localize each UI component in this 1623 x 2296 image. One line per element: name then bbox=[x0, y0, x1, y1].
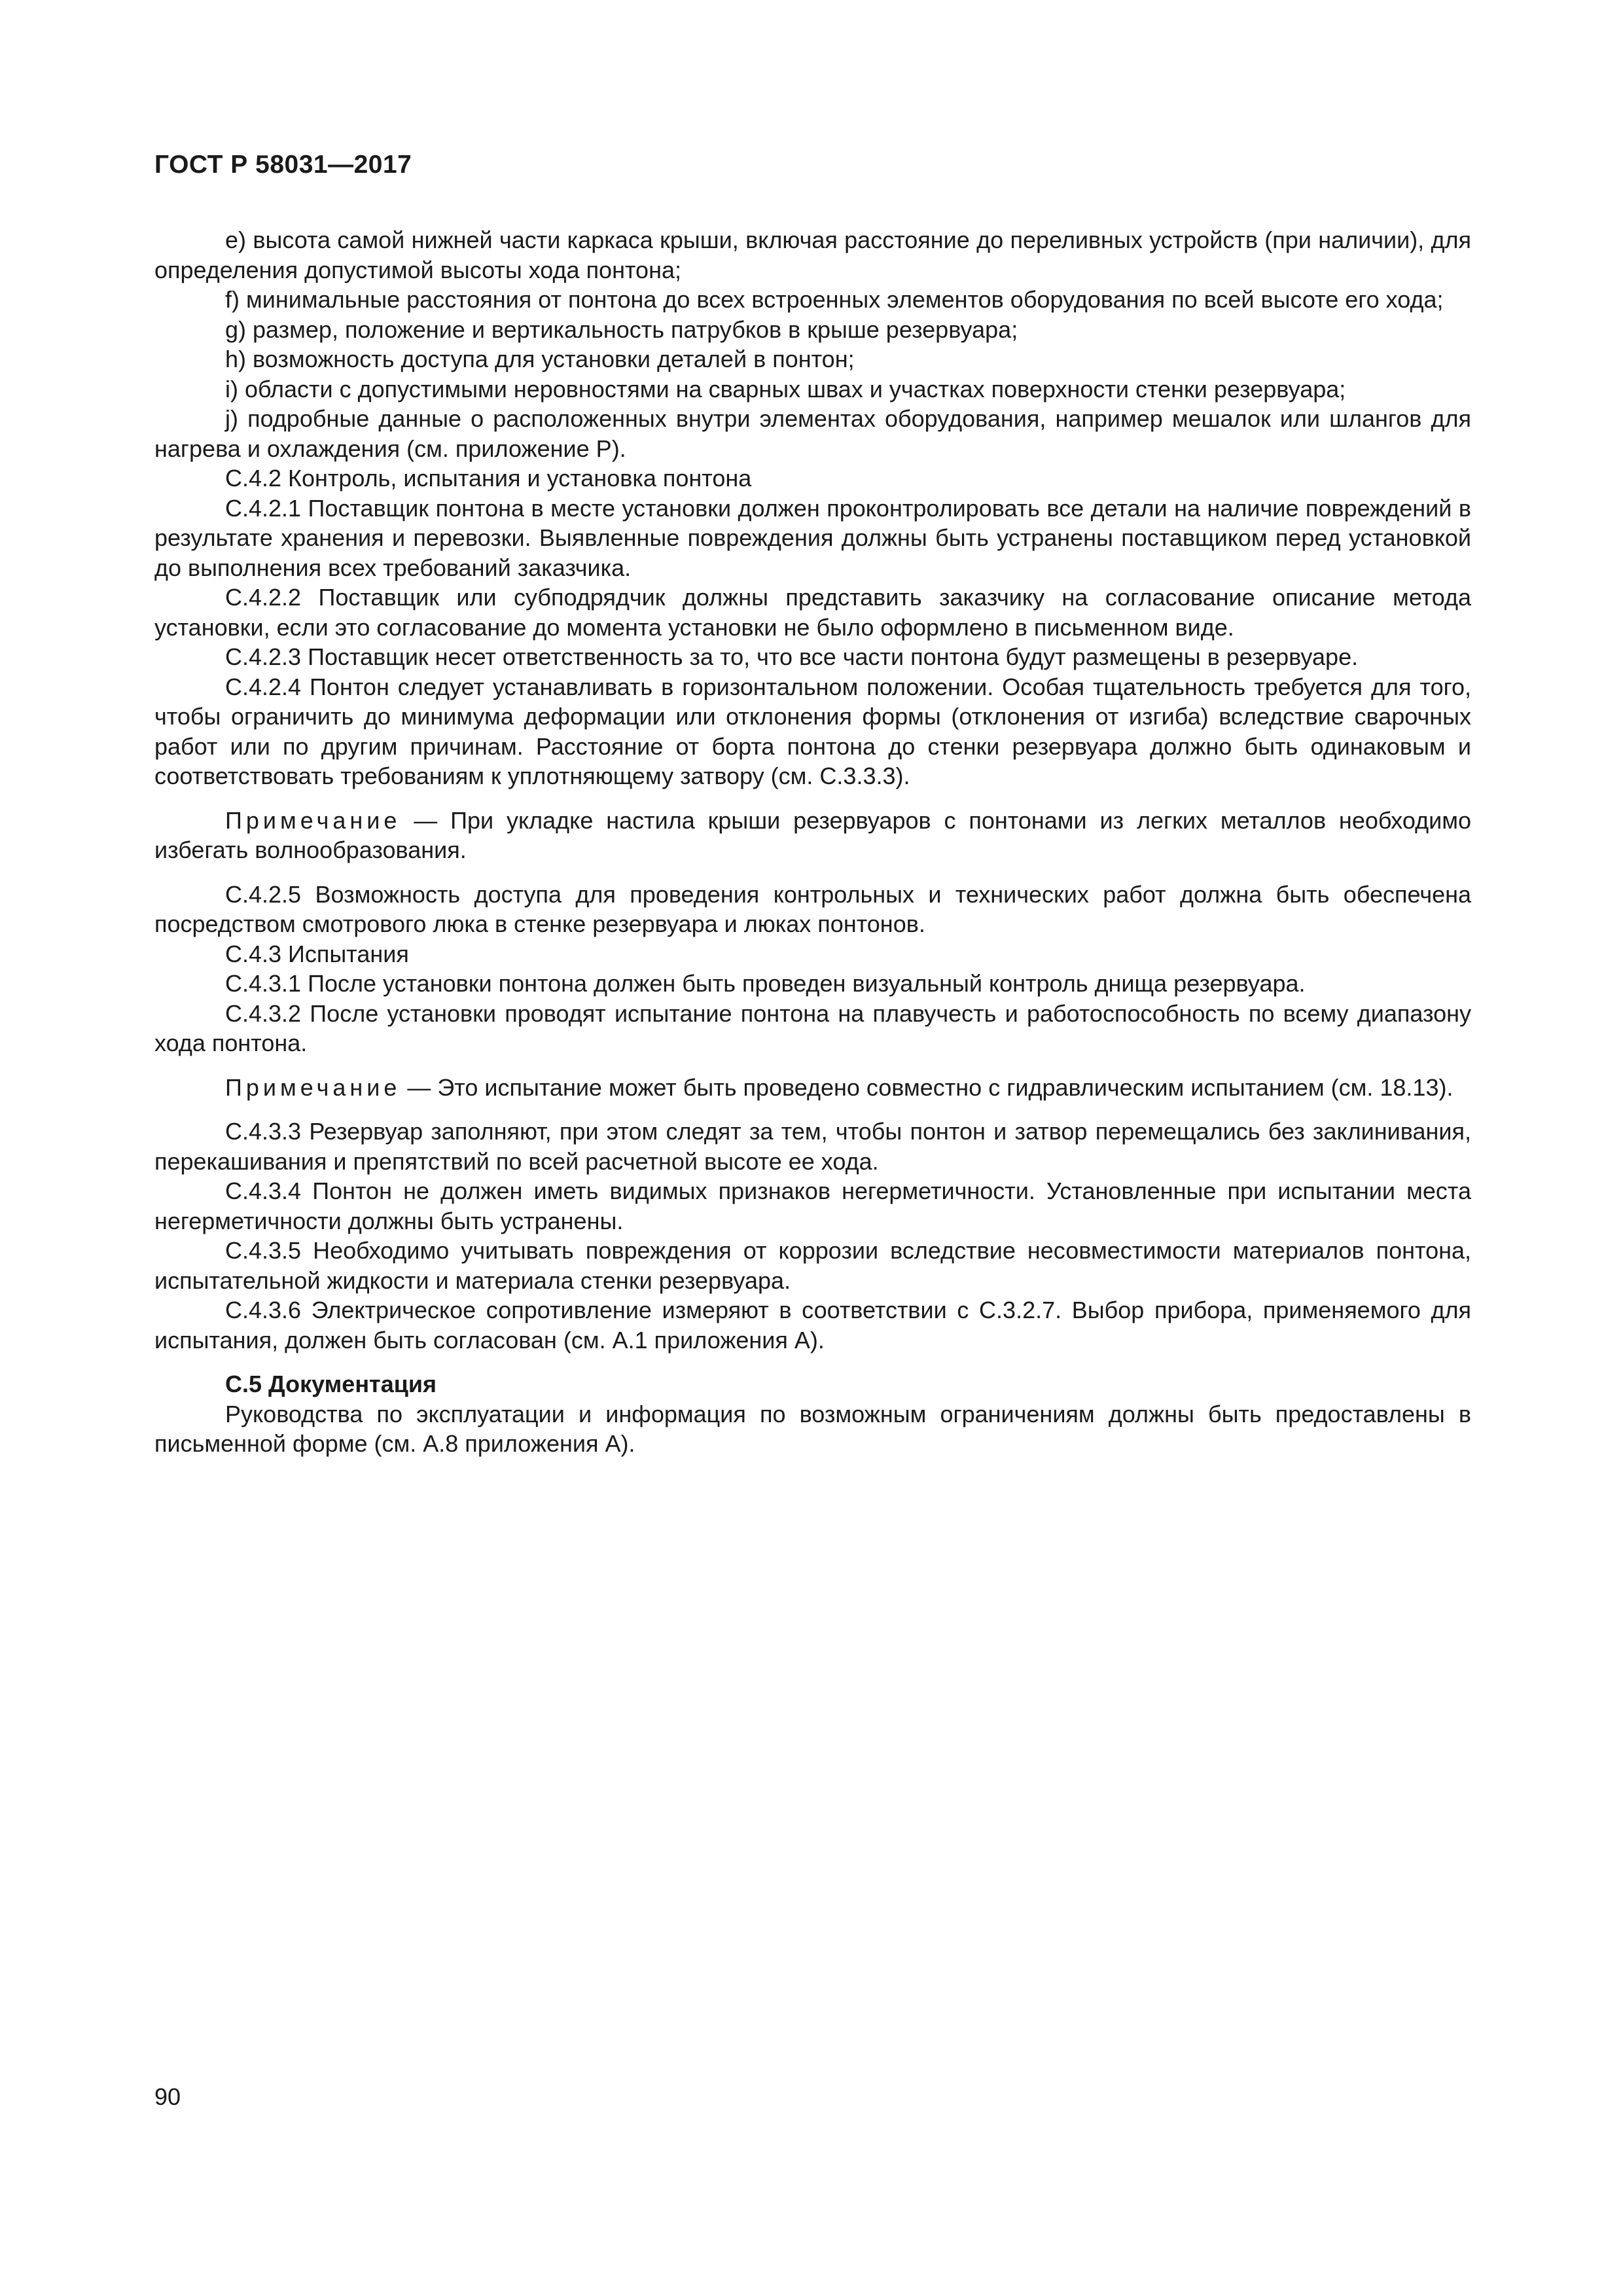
section-c-4-2-title: С.4.2 Контроль, испытания и установка понтона bbox=[225, 465, 752, 492]
clause-c-4-3-3: С.4.3.3 Резервуар заполняют, при этом следят за тем, чтобы понтон и затвор перемещались без заклинивания, перекашивания и препятствий по всей расчетной высоте ее хода. bbox=[154, 1118, 1471, 1175]
clause-c-4-2-1: С.4.2.1 Поставщик понтона в месте установки должен проконтролировать все детали на наличие повреждений в результате хранения и перевозки. Выявленные повреждения должны быть устранены поставщиком перед установкой до выполнения всех требований заказчика. bbox=[154, 494, 1471, 581]
list-item-j: j) подробные данные о расположенных внутри элементах оборудования, например мешалок или шлангов для нагрева и охлаждения (см. приложение Р). bbox=[154, 405, 1471, 462]
clause-c-4-3-4: С.4.3.4 Понтон не должен иметь видимых признаков негерметичности. Установленные при испытании места негерметичности должны быть устранены. bbox=[154, 1177, 1471, 1234]
document-header: ГОСТ Р 58031—2017 bbox=[154, 151, 412, 179]
list-item-i: i) области с допустимыми неровностями на сварных швах и участках поверхности стенки резервуара; bbox=[225, 375, 1346, 403]
note-label: Примечание bbox=[225, 1073, 401, 1101]
clause-c-5-text: Руководства по эксплуатации и информация по возможным ограничениям должны быть предоставлены в письменной форме (см. А.8 приложения А). bbox=[154, 1400, 1471, 1457]
document-body bbox=[154, 225, 1471, 1459]
clause-c-4-2-4: С.4.2.4 Понтон следует устанавливать в горизонтальном положении. Особая тщательность требуется для того, чтобы ограничить до минимума деформации или отклонения формы (отклонения от изгиба) вследствие сварочных работ или по другим причинам. Расстояние от борта понтона до стенки резервуара должно быть одинаковым и соответствовать требованиям к уплотняющему затвору (см. С.3.3.3). bbox=[154, 673, 1471, 789]
clause-c-4-3-6: С.4.3.6 Электрическое сопротивление измеряют в соответствии с С.3.2.7. Выбор прибора, применяемого для испытания, должен быть согласован (см. А.1 приложения А). bbox=[154, 1297, 1471, 1354]
clause-c-4-3-1: С.4.3.1 После установки понтона должен быть проведен визуальный контроль днища резервуара. bbox=[225, 970, 1306, 997]
clause-c-4-3-5: С.4.3.5 Необходимо учитывать повреждения от коррозии вследствие несовместимости материалов понтона, испытательной жидкости и материала стенки резервуара. bbox=[154, 1237, 1471, 1294]
section-c-4-3-title: С.4.3 Испытания bbox=[225, 940, 409, 967]
list-item-h: h) возможность доступа для установки деталей в понтон; bbox=[225, 346, 855, 372]
note-text: — Это испытание может быть проведено совместно с гидравлическим испытанием (см. 18.13). bbox=[401, 1073, 1454, 1101]
clause-c-4-2-2: С.4.2.2 Поставщик или субподрядчик должны представить заказчику на согласование описание метода установки, если это согласование до момента установки не было оформлено в письменном виде. bbox=[154, 584, 1471, 641]
section-c-5-heading: С.5 Документация bbox=[225, 1371, 437, 1397]
note-label: Примечание bbox=[225, 806, 401, 834]
note-text: — При укладке настила крыши резервуаров с понтонами из легких металлов необходимо избегать волнообразования. bbox=[154, 806, 1471, 863]
list-item-e: е) высота самой нижней части каркаса крыши, включая расстояние до переливных устройств (при наличии), для определения допустимой высоты хода понтона; bbox=[154, 226, 1471, 283]
page-number: 90 bbox=[154, 2083, 181, 2110]
list-item-g: g) размер, положение и вертикальность патрубков в крыше резервуара; bbox=[225, 315, 1018, 343]
clause-c-4-2-5: С.4.2.5 Возможность доступа для проведения контрольных и технических работ должна быть обеспечена посредством смотрового люка в стенке резервуара и люках понтонов. bbox=[154, 880, 1471, 937]
clause-c-4-2-3: С.4.2.3 Поставщик несет ответственность за то, что все части понтона будут размещены в резервуаре. bbox=[225, 643, 1359, 670]
clause-c-4-3-2: С.4.3.2 После установки проводят испытание понтона на плавучесть и работоспособность по всему диапазону хода понтона. bbox=[154, 999, 1471, 1056]
note-1 bbox=[154, 806, 1471, 865]
note-2 bbox=[154, 1073, 1471, 1103]
list-item-f: f) минимальные расстояния от понтона до всех встроенных элементов оборудования по всей высоте его хода; bbox=[225, 286, 1444, 313]
